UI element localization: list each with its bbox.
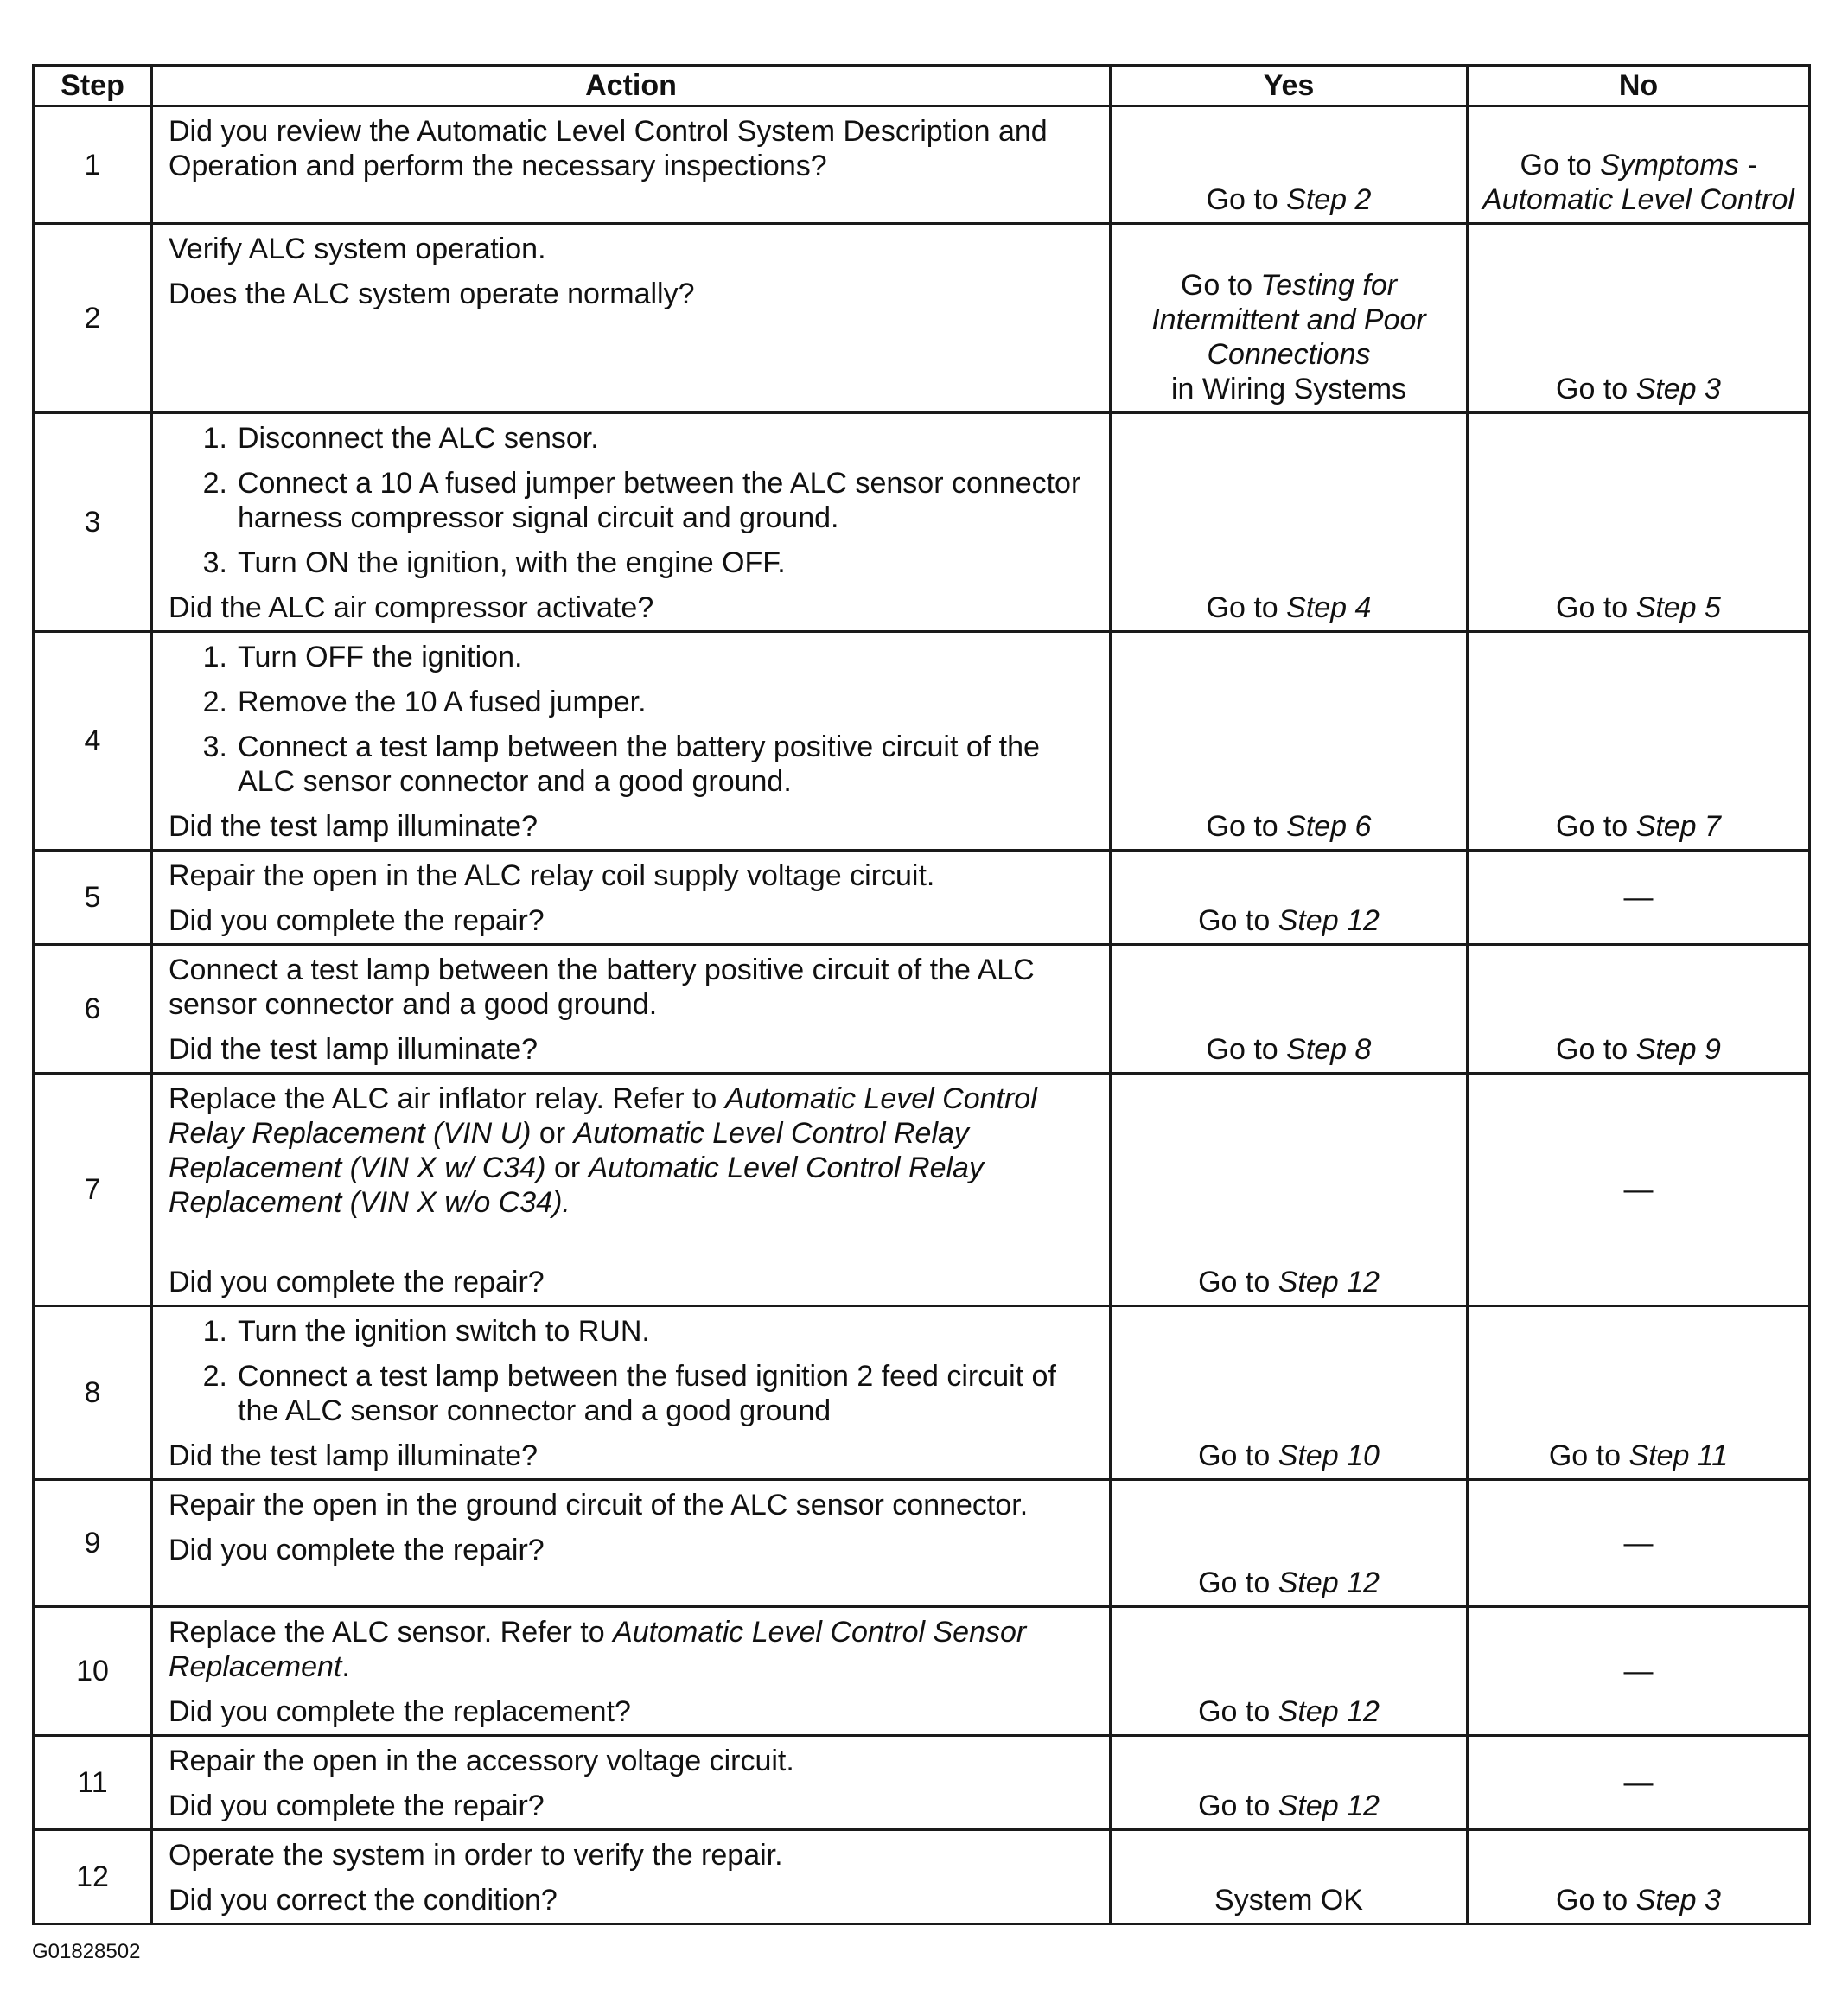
procedure-item: Connect a test lamp between the battery positive circuit of the ALC sensor connector and a good ground. xyxy=(238,730,1040,798)
yes-prefix: Go to xyxy=(1198,1695,1278,1728)
step-number: 7 xyxy=(34,1074,152,1306)
header-yes: Yes xyxy=(1111,66,1468,106)
no-cell: — xyxy=(1468,1074,1810,1306)
diagnostic-table xyxy=(32,64,1811,1925)
no-prefix: Go to xyxy=(1556,373,1636,405)
step-number: 5 xyxy=(34,851,152,945)
yes-prefix: Go to xyxy=(1206,1033,1287,1066)
procedure-list xyxy=(169,1314,1093,1428)
yes-cell: System OK xyxy=(1111,1830,1468,1924)
action-cell xyxy=(152,1736,1111,1830)
yes-prefix: Go to xyxy=(1198,1566,1278,1599)
instruction-text xyxy=(169,1081,1093,1220)
question-text: Did the test lamp illuminate? xyxy=(169,1033,539,1066)
question-text: Did you complete the repair? xyxy=(169,1534,545,1566)
no-prefix: Go to xyxy=(1556,591,1636,624)
table-row xyxy=(34,945,1810,1074)
action-cell xyxy=(152,1306,1111,1480)
no-prefix: Go to xyxy=(1556,1884,1636,1917)
step-number: 9 xyxy=(34,1480,152,1607)
yes-cell xyxy=(1111,945,1468,1074)
question-text: Did the test lamp illuminate? xyxy=(169,1439,539,1472)
yes-cell xyxy=(1111,1306,1468,1480)
question-text: Does the ALC system operate normally? xyxy=(169,278,695,310)
yes-reference-link[interactable]: Step 12 xyxy=(1278,1566,1380,1599)
no-cell xyxy=(1468,106,1810,224)
procedure-item: Turn ON the ignition, with the engine OFF. xyxy=(238,546,786,579)
instruction-text xyxy=(169,1615,1093,1684)
yes-cell xyxy=(1111,224,1468,413)
header-step: Step xyxy=(34,66,152,106)
table-row xyxy=(34,1074,1810,1306)
action-cell xyxy=(152,632,1111,851)
step-number: 8 xyxy=(34,1306,152,1480)
no-prefix: Go to xyxy=(1520,149,1601,182)
reference-link[interactable]: Automatic Level Control Sensor Replacement xyxy=(169,1616,1027,1683)
question-text: Did you complete the repair? xyxy=(169,1790,545,1822)
yes-reference-link[interactable]: Step 8 xyxy=(1286,1033,1372,1066)
yes-prefix: Go to xyxy=(1180,269,1261,302)
no-cell xyxy=(1468,224,1810,413)
step-number: 4 xyxy=(34,632,152,851)
no-reference-link[interactable]: Step 3 xyxy=(1635,373,1721,405)
yes-cell xyxy=(1111,1607,1468,1736)
yes-reference-link[interactable]: Testing for Intermittent and Poor Connections xyxy=(1151,269,1426,371)
yes-prefix: Go to xyxy=(1206,810,1287,843)
instruction-part: or xyxy=(531,1117,574,1150)
table-row xyxy=(34,106,1810,224)
yes-prefix: Go to xyxy=(1206,183,1287,216)
reference-link[interactable]: Automatic Level Control Relay Replacement (VIN X w/o C34). xyxy=(169,1152,984,1219)
yes-reference-link[interactable]: Step 2 xyxy=(1286,183,1372,216)
question-text: Did you complete the repair? xyxy=(169,1266,545,1298)
yes-cell xyxy=(1111,632,1468,851)
action-cell xyxy=(152,106,1111,224)
action-cell xyxy=(152,224,1111,413)
step-number: 2 xyxy=(34,224,152,413)
no-cell xyxy=(1468,945,1810,1074)
yes-cell xyxy=(1111,1736,1468,1830)
table-row xyxy=(34,1607,1810,1736)
yes-suffix: in Wiring Systems xyxy=(1170,373,1407,405)
yes-cell xyxy=(1111,1074,1468,1306)
yes-reference-link[interactable]: Step 12 xyxy=(1278,1266,1380,1298)
no-reference-link[interactable]: Step 3 xyxy=(1635,1884,1721,1917)
procedure-item: Turn the ignition switch to RUN. xyxy=(238,1315,650,1348)
header-no: No xyxy=(1468,66,1810,106)
no-cell: — xyxy=(1468,851,1810,945)
question-text: Did you complete the replacement? xyxy=(169,1695,631,1728)
yes-reference-link[interactable]: Step 12 xyxy=(1278,1790,1380,1822)
reference-link[interactable]: Automatic Level Control Relay Replacement (VIN U) xyxy=(169,1082,1037,1150)
yes-prefix: Go to xyxy=(1198,1790,1278,1822)
table-row xyxy=(34,413,1810,632)
instruction-text: Operate the system in order to verify the repair. xyxy=(169,1839,783,1872)
figure-id: G01828502 xyxy=(32,1940,141,1963)
procedure-item: Connect a test lamp between the fused ignition 2 feed circuit of the ALC sensor connector and a good ground xyxy=(238,1360,1056,1427)
instruction-part: Replace the ALC sensor. Refer to xyxy=(169,1616,614,1649)
no-prefix: Go to xyxy=(1548,1439,1629,1472)
no-reference-link[interactable]: Step 9 xyxy=(1635,1033,1721,1066)
yes-cell xyxy=(1111,851,1468,945)
no-reference-link[interactable]: Step 11 xyxy=(1628,1439,1729,1472)
procedure-item: Turn OFF the ignition. xyxy=(238,641,523,673)
no-reference-link[interactable]: Step 5 xyxy=(1635,591,1721,624)
table-row xyxy=(34,1830,1810,1924)
no-cell xyxy=(1468,632,1810,851)
step-number: 1 xyxy=(34,106,152,224)
no-prefix: Go to xyxy=(1556,1033,1636,1066)
question-text: Did the test lamp illuminate? xyxy=(169,810,539,843)
procedure-item: Connect a 10 A fused jumper between the ALC sensor connector harness compressor signal circuit and ground. xyxy=(238,467,1081,534)
yes-reference-link[interactable]: Step 12 xyxy=(1278,1695,1380,1728)
yes-cell xyxy=(1111,413,1468,632)
question-text: Did the ALC air compressor activate? xyxy=(169,591,654,624)
instruction-part: . xyxy=(341,1650,350,1683)
action-cell xyxy=(152,1074,1111,1306)
instruction-text: Connect a test lamp between the battery positive circuit of the ALC sensor connector and a good ground. xyxy=(169,954,1035,1021)
yes-cell xyxy=(1111,1480,1468,1607)
procedure-list xyxy=(169,640,1093,799)
action-cell xyxy=(152,413,1111,632)
step-number: 3 xyxy=(34,413,152,632)
no-cell: — xyxy=(1468,1736,1810,1830)
action-cell xyxy=(152,1607,1111,1736)
reference-link[interactable]: Automatic Level Control Relay Replacement (VIN X w/ C34) xyxy=(169,1117,969,1184)
no-cell: — xyxy=(1468,1480,1810,1607)
no-reference-link[interactable]: Symptoms - Automatic Level Control xyxy=(1482,149,1794,216)
no-prefix: Go to xyxy=(1556,810,1636,843)
step-number: 12 xyxy=(34,1830,152,1924)
yes-reference-link[interactable]: Step 4 xyxy=(1286,591,1372,624)
question-text: Did you correct the condition? xyxy=(169,1884,558,1917)
procedure-item: Disconnect the ALC sensor. xyxy=(238,422,599,455)
yes-reference-link[interactable]: Step 6 xyxy=(1286,810,1372,843)
action-cell xyxy=(152,945,1111,1074)
step-number: 11 xyxy=(34,1736,152,1830)
question-text: Did you complete the repair? xyxy=(169,904,545,937)
procedure-item: Remove the 10 A fused jumper. xyxy=(238,686,647,718)
no-cell xyxy=(1468,1830,1810,1924)
table-row xyxy=(34,1480,1810,1607)
yes-prefix: Go to xyxy=(1206,591,1287,624)
no-cell xyxy=(1468,1306,1810,1480)
yes-prefix: Go to xyxy=(1198,1266,1278,1298)
procedure-list xyxy=(169,421,1093,580)
table-row xyxy=(34,851,1810,945)
instruction-part: Replace the ALC air inflator relay. Refer to xyxy=(169,1082,725,1115)
question-text: Did you review the Automatic Level Control System Description and Operation and perform the necessary inspections? xyxy=(169,115,1048,182)
action-cell xyxy=(152,1830,1111,1924)
no-cell: — xyxy=(1468,1607,1810,1736)
yes-prefix: Go to xyxy=(1198,1439,1278,1472)
table-row xyxy=(34,632,1810,851)
action-cell xyxy=(152,851,1111,945)
action-cell xyxy=(152,1480,1111,1607)
step-number: 10 xyxy=(34,1607,152,1736)
table-row xyxy=(34,224,1810,413)
instruction-text: Repair the open in the ALC relay coil supply voltage circuit. xyxy=(169,859,935,892)
table-row xyxy=(34,1306,1810,1480)
instruction-text: Repair the open in the accessory voltage circuit. xyxy=(169,1745,794,1777)
instruction-part: or xyxy=(545,1152,589,1184)
yes-cell xyxy=(1111,106,1468,224)
yes-reference-link[interactable]: Step 12 xyxy=(1278,904,1380,937)
no-reference-link[interactable]: Step 7 xyxy=(1635,810,1721,843)
instruction-text: Verify ALC system operation. xyxy=(169,233,546,265)
instruction-text: Repair the open in the ground circuit of the ALC sensor connector. xyxy=(169,1489,1029,1522)
yes-prefix: Go to xyxy=(1198,904,1278,937)
header-action: Action xyxy=(152,66,1111,106)
step-number: 6 xyxy=(34,945,152,1074)
table-row xyxy=(34,1736,1810,1830)
yes-reference-link[interactable]: Step 10 xyxy=(1278,1439,1380,1472)
table-header-row xyxy=(34,66,1810,106)
no-cell xyxy=(1468,413,1810,632)
